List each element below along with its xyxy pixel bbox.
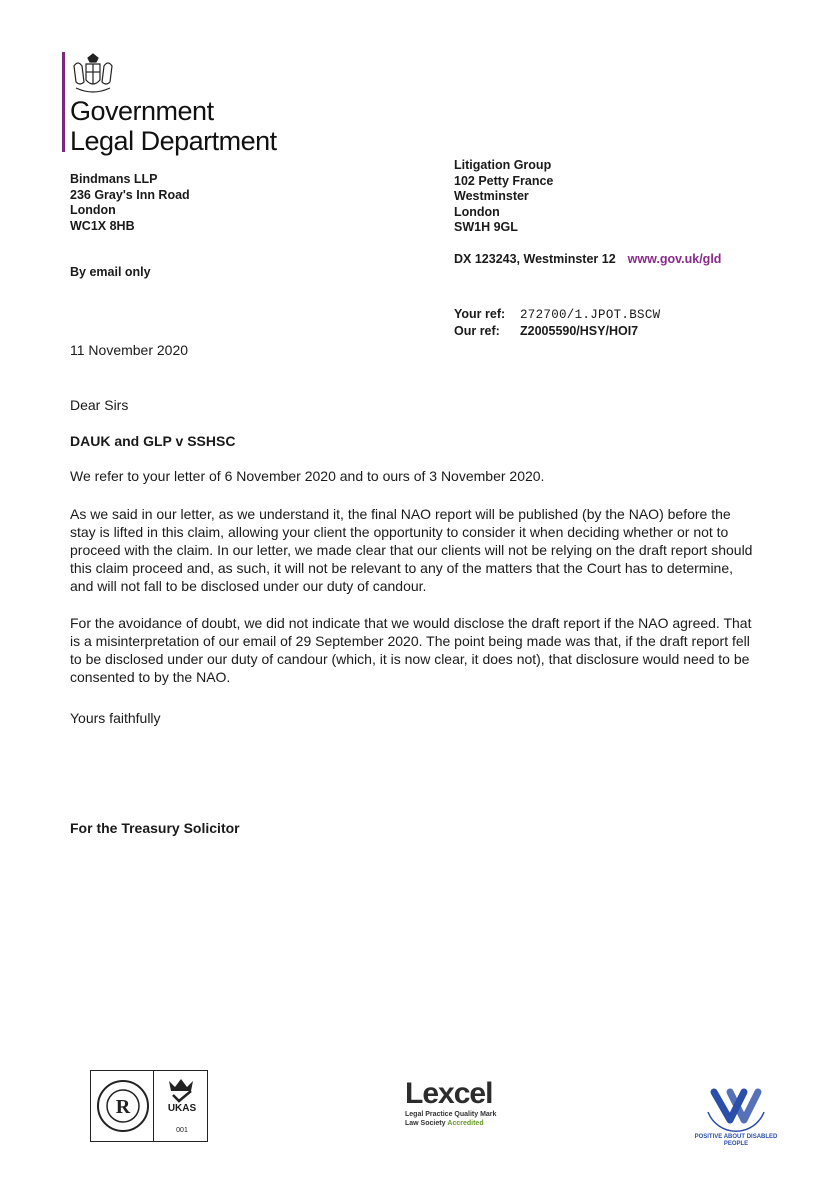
recipient-line: 236 Gray's Inn Road xyxy=(70,187,190,202)
brand-rule xyxy=(62,52,65,152)
recipient-address xyxy=(70,172,190,234)
closing: Yours faithfully xyxy=(70,710,161,726)
royal-coat-of-arms-icon xyxy=(68,52,118,100)
reference-block xyxy=(454,307,660,339)
recipient-line: WC1X 8HB xyxy=(70,218,135,233)
lexcel-logo xyxy=(405,1078,505,1138)
recipient-line: London xyxy=(70,203,116,217)
sender-address xyxy=(454,158,553,236)
sender-line: Litigation Group xyxy=(454,158,552,172)
sender-line: 102 Petty France xyxy=(454,173,554,188)
positive-about-disabled-people-icon xyxy=(700,1070,772,1142)
website-link[interactable]: www.gov.uk/gld xyxy=(627,252,722,266)
lexcel-accredited: Accredited xyxy=(447,1120,484,1127)
dx-line xyxy=(454,252,721,268)
crown-tick-icon xyxy=(165,1077,197,1103)
quality-assurance-logo xyxy=(90,1070,208,1142)
your-ref-value: 272700/1.JPOT.BSCW xyxy=(520,308,661,322)
our-ref-label: Our ref: xyxy=(454,323,500,338)
your-ref-row xyxy=(454,307,660,324)
ukas-number: 001 xyxy=(176,1127,188,1134)
department-line-1: Government xyxy=(70,96,214,126)
letter-date: 11 November 2020 xyxy=(70,342,189,358)
disability-confident-logo xyxy=(694,1070,778,1147)
sender-line: Westminster xyxy=(454,189,529,203)
logo-divider xyxy=(153,1071,154,1141)
dx-number: DX 123243, Westminster 12 xyxy=(454,252,616,266)
lexcel-title: Lexcel xyxy=(405,1077,493,1110)
paragraph: As we said in our letter, as we understand it, the final NAO report will be published (by the NAO) before the stay is lifted in this claim, allowing your client the opportunity to consider it when deciding whether or not to proceed with the claim. In our letter, we made clear that our clients will not be relying on the draft report should this claim proceed and, as such, it will not be relevant to any of the matters that the Court has to determine, and will not fall to be disclosed under our duty of candour. xyxy=(70,506,753,594)
delivery-method: By email only xyxy=(70,265,151,279)
department-name xyxy=(70,96,277,156)
registered-quality-icon xyxy=(95,1077,151,1135)
paragraph: For the avoidance of doubt, we did not indicate that we would disclose the draft report if the NAO agreed. That is a misinterpretation of our email of 29 September 2020. The point being made was that, if the draft report fell to be disclosed under our duty of candour (which, it is now clear, it does not), that disclosure would need to be consented to by the NAO. xyxy=(70,615,752,685)
our-ref-value: Z2005590/HSY/HOI7 xyxy=(520,323,639,338)
disability-logo-text: POSITIVE ABOUT DISABLED PEOPLE xyxy=(694,1134,778,1147)
subject-line: DAUK and GLP v SSHSC xyxy=(70,433,236,449)
sender-line: SW1H 9GL xyxy=(454,220,518,234)
signature: For the Treasury Solicitor xyxy=(70,820,240,836)
svg-text:R: R xyxy=(115,1096,131,1118)
sender-line: London xyxy=(454,204,500,219)
department-line-2: Legal Department xyxy=(70,126,277,156)
lexcel-subtitle: Legal Practice Quality Mark xyxy=(405,1111,497,1118)
recipient-line: Bindmans LLP xyxy=(70,172,158,186)
ukas-label: UKAS xyxy=(167,1103,197,1114)
your-ref-label: Your ref: xyxy=(454,307,506,321)
lexcel-law-society: Law Society xyxy=(405,1120,446,1127)
our-ref-row xyxy=(454,324,660,340)
salutation: Dear Sirs xyxy=(70,397,129,413)
paragraph: We refer to your letter of 6 November 2020 and to ours of 3 November 2020. xyxy=(70,468,545,484)
